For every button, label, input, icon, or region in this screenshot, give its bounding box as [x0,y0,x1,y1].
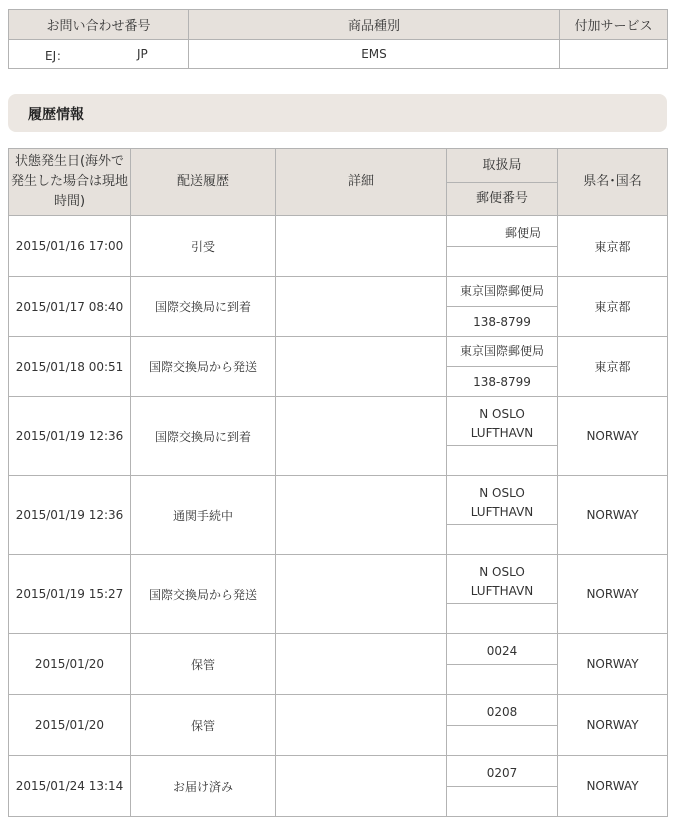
postal-code [447,525,558,555]
postal-code [447,665,558,695]
status-date: 2015/01/18 00:51 [9,337,131,397]
delivery-event: 国際交換局に到着 [131,397,276,476]
prefecture-country: 東京都 [558,277,668,337]
event-details [276,634,447,695]
inquiry-summary-table [8,9,668,69]
delivery-event: 保管 [131,634,276,695]
status-date: 2015/01/20 [9,695,131,756]
prefecture-country: NORWAY [558,476,668,555]
summary-value-row [9,40,668,69]
postal-code: 138-8799 [447,367,558,397]
handling-office: N OSLO LUFTHAVN [447,476,558,525]
postal-code [447,604,558,634]
prefecture-country: NORWAY [558,397,668,476]
prefecture-country: 東京都 [558,216,668,277]
event-details [276,555,447,634]
history-row [9,277,668,307]
delivery-event: 国際交換局から発送 [131,337,276,397]
handling-office: 東京国際郵便局 [447,277,558,307]
summary-header-row [9,10,668,40]
delivery-event: 保管 [131,695,276,756]
event-details [276,476,447,555]
inquiry-number-header: お問い合わせ番号 [9,10,189,40]
history-row [9,337,668,367]
event-details [276,695,447,756]
section-title: 履歴情報 [28,107,84,123]
handling-office: N OSLO LUFTHAVN [447,397,558,446]
postal-code-header: 郵便番号 [447,183,558,216]
status-date: 2015/01/24 13:14 [9,756,131,817]
event-details [276,756,447,817]
handling-office: 0024 [447,634,558,665]
postal-code [447,247,558,277]
postal-code [447,446,558,476]
handling-office: 0207 [447,756,558,787]
status-date: 2015/01/19 12:36 [9,476,131,555]
history-row [9,476,668,525]
postal-code [447,726,558,756]
history-header-row [9,149,668,183]
delivery-history-header: 配送履歴 [131,149,276,216]
product-type-header: 商品種別 [189,10,560,40]
history-row [9,555,668,604]
prefecture-country-header: 県名･国名 [558,149,668,216]
handling-office-header: 取扱局 [447,149,558,183]
history-section-header [8,94,667,132]
event-details [276,337,447,397]
handling-office: 0208 [447,695,558,726]
delivery-event: 通関手続中 [131,476,276,555]
history-row [9,634,668,665]
handling-office: N OSLO LUFTHAVN [447,555,558,604]
additional-service-value [560,40,668,69]
status-date: 2015/01/19 15:27 [9,555,131,634]
event-details [276,397,447,476]
status-date: 2015/01/16 17:00 [9,216,131,277]
handling-office: 郵便局 [447,216,558,247]
history-row [9,695,668,726]
event-details [276,277,447,337]
prefecture-country: NORWAY [558,634,668,695]
history-row [9,397,668,446]
prefecture-country: NORWAY [558,555,668,634]
handling-office: 東京国際郵便局 [447,337,558,367]
postal-code [447,787,558,817]
status-date: 2015/01/19 12:36 [9,397,131,476]
status-date: 2015/01/17 08:40 [9,277,131,337]
event-details [276,216,447,277]
tracking-history-table [8,148,668,817]
product-type-value: EMS [189,40,560,69]
history-row [9,216,668,247]
history-row [9,756,668,787]
prefecture-country: NORWAY [558,695,668,756]
delivery-event: 引受 [131,216,276,277]
details-header: 詳細 [276,149,447,216]
prefecture-country: NORWAY [558,756,668,817]
additional-service-header: 付加サービス [560,10,668,40]
status-date: 2015/01/20 [9,634,131,695]
status-date-header: 状態発生日(海外で発生した場合は現地時間) [9,149,131,216]
inquiry-number-suffix: JP [137,47,148,61]
inquiry-number-prefix: EJ： [45,49,69,63]
delivery-event: お届け済み [131,756,276,817]
prefecture-country: 東京都 [558,337,668,397]
delivery-event: 国際交換局から発送 [131,555,276,634]
inquiry-number-cell [9,40,189,69]
postal-code: 138-8799 [447,307,558,337]
delivery-event: 国際交換局に到着 [131,277,276,337]
